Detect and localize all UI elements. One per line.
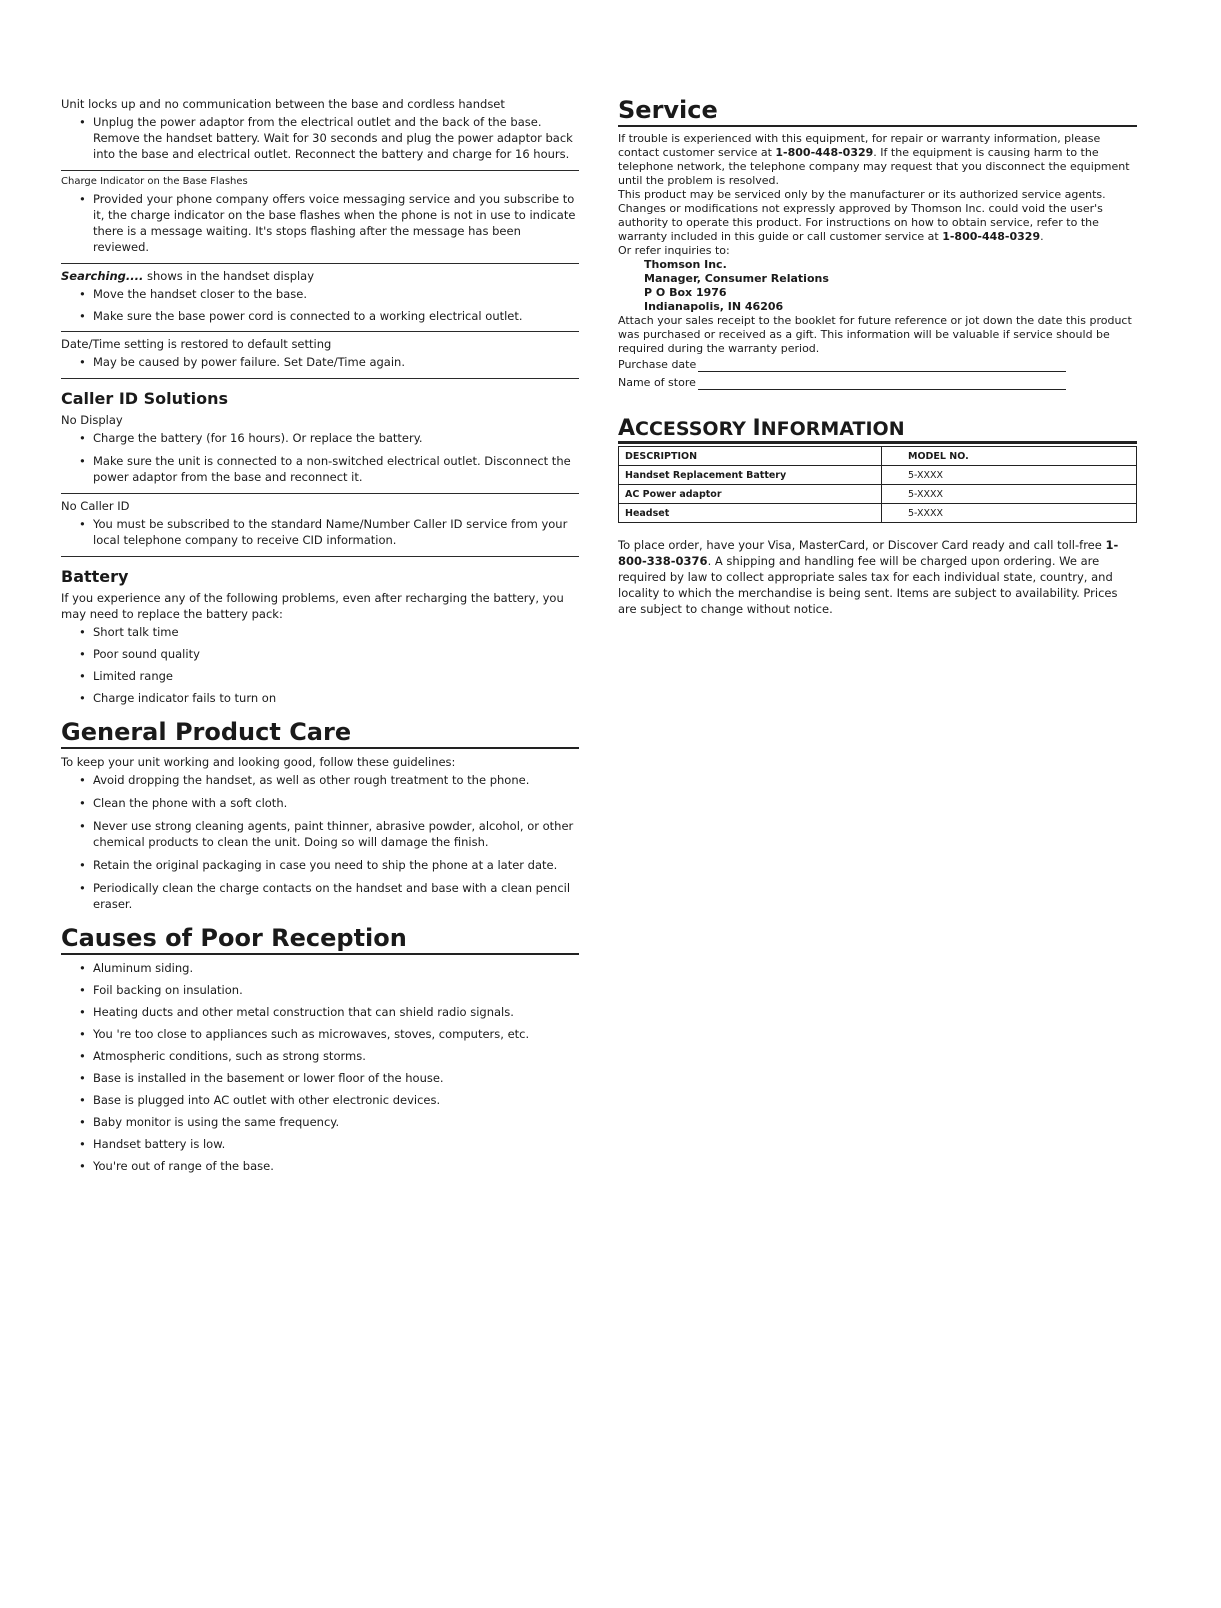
- service-text: If trouble is experienced with this equipment, for repair or warranty information, please contact customer service at: [618, 132, 1101, 159]
- cell-model: 5-XXXX: [882, 485, 1137, 504]
- trouble-heading: Unit locks up and no communication between the base and cordless handset: [61, 97, 505, 111]
- accessory-table: [618, 446, 1137, 523]
- caller-id-bullets: [61, 516, 579, 548]
- service-text: This product may be serviced only by the manufacturer or its authorized service agents. Changes or modifications not expressly approved by Thomson Inc. could void the user's authority to operate this product. For instructions on how to obtain service, refer to the warranty included in this guide or call customer service at: [618, 188, 1106, 243]
- list-item: • Short talk time: [61, 624, 579, 640]
- service-text: .: [1040, 230, 1044, 243]
- list-item: • You 're too close to appliances such as microwaves, stoves, computers, etc.: [61, 1026, 579, 1042]
- store-name-label: Name of store: [618, 376, 696, 389]
- list-item: • Clean the phone with a soft cloth.: [61, 795, 579, 811]
- list-item: • Never use strong cleaning agents, paint thinner, abrasive powder, alcohol, or other chemical products to clean the unit. Doing so will damage the finish.: [61, 818, 579, 850]
- accessory-title-cap: I: [752, 416, 761, 441]
- refer-inquiries: Or refer inquiries to:: [618, 244, 730, 257]
- store-name-line: [698, 377, 1066, 390]
- service-text: . If the equipment is causing harm to the telephone network, the telephone company may request that you disconnect the equipment until the problem is resolved.: [618, 146, 1130, 187]
- service-address: [618, 258, 1137, 314]
- accessory-title: [618, 418, 1137, 444]
- list-item: • Aluminum siding.: [61, 960, 579, 976]
- trouble-bullets: [61, 286, 579, 324]
- address-line: Manager, Consumer Relations: [644, 272, 829, 285]
- accessory-title-rest: CCESSORY: [635, 418, 753, 440]
- trouble-heading: Date/Time setting is restored to default setting: [61, 337, 332, 351]
- list-item: • Handset battery is low.: [61, 1136, 579, 1152]
- accessory-title-rest: NFORMATION: [760, 418, 905, 440]
- list-item: • Limited range: [61, 668, 579, 684]
- list-item: • You're out of range of the base.: [61, 1158, 579, 1174]
- order-text: To place order, have your Visa, MasterCard, or Discover Card ready and call toll-free: [618, 538, 1106, 552]
- list-item: • Heating ducts and other metal construction that can shield radio signals.: [61, 1004, 579, 1020]
- service-phone: 1-800-448-0329: [775, 146, 874, 159]
- caller-id-heading: No Display: [61, 413, 123, 427]
- accessory-title-cap: A: [618, 416, 636, 441]
- searching-rest: shows in the handset display: [143, 269, 315, 283]
- list-item: • Base is installed in the basement or lower floor of the house.: [61, 1070, 579, 1086]
- list-item: • Avoid dropping the handset, as well as other rough treatment to the phone.: [61, 772, 579, 788]
- cell-description: Headset: [619, 504, 882, 523]
- spacer: [618, 394, 1137, 418]
- store-name-field: [618, 376, 1137, 390]
- trouble-unit-locks: [61, 96, 579, 171]
- trouble-heading: Charge Indicator on the Base Flashes: [61, 176, 248, 187]
- list-item: • Make sure the base power cord is connected to a working electrical outlet.: [61, 308, 579, 324]
- list-item: • Charge the battery (for 16 hours). Or replace the battery.: [61, 430, 579, 446]
- list-item: • Base is plugged into AC outlet with other electronic devices.: [61, 1092, 579, 1108]
- cell-description: Handset Replacement Battery: [619, 466, 882, 485]
- cell-model: 5-XXXX: [882, 504, 1137, 523]
- battery-bullets: [61, 624, 579, 706]
- caller-id-no-caller-id: [61, 498, 579, 557]
- cell-model: 5-XXXX: [882, 466, 1137, 485]
- list-item: • Charge indicator fails to turn on: [61, 690, 579, 706]
- list-item: • Retain the original packaging in case you need to ship the phone at a later date.: [61, 857, 579, 873]
- trouble-bullets: [61, 354, 579, 370]
- caller-id-bullets: [61, 430, 579, 485]
- table-row: [619, 485, 1137, 504]
- service-paragraph-1: [618, 132, 1137, 188]
- care-title: General Product Care: [61, 718, 579, 749]
- order-text: . A shipping and handling fee will be charged upon ordering. We are required by law to collect appropriate sales tax for each individual state, country, and locality to which the merchandise is being sent. Items are subject to availability. Prices are subject to change without notice.: [618, 554, 1118, 616]
- list-item: • Atmospheric conditions, such as strong storms.: [61, 1048, 579, 1064]
- address-line: Thomson Inc.: [644, 258, 727, 271]
- list-item: • May be caused by power failure. Set Date/Time again.: [61, 354, 579, 370]
- cell-description: AC Power adaptor: [619, 485, 882, 504]
- service-phone-2: 1-800-448-0329: [942, 230, 1041, 243]
- list-item: • Move the handset closer to the base.: [61, 286, 579, 302]
- column-header-description: DESCRIPTION: [619, 447, 882, 466]
- caller-id-title: Caller ID Solutions: [61, 389, 229, 408]
- list-item: • Baby monitor is using the same frequency.: [61, 1114, 579, 1130]
- list-item: • Poor sound quality: [61, 646, 579, 662]
- trouble-bullets: [61, 114, 579, 162]
- list-item: • You must be subscribed to the standard Name/Number Caller ID service from your local telephone company to receive CID information.: [61, 516, 579, 548]
- care-intro: To keep your unit working and looking good, follow these guidelines:: [61, 755, 456, 769]
- list-item: • Foil backing on insulation.: [61, 982, 579, 998]
- battery-title: Battery: [61, 567, 129, 586]
- purchase-date-label: Purchase date: [618, 358, 697, 371]
- trouble-charge-indicator: [61, 175, 579, 264]
- trouble-date-time: [61, 336, 579, 379]
- service-title: Service: [618, 96, 1137, 127]
- list-item: • Provided your phone company offers voice messaging service and you subscribe to it, the charge indicator on the base flashes when the phone is not in use to indicate there is a message waiting. It's stops flashing after the message has been reviewed.: [61, 191, 579, 255]
- list-item: • Periodically clean the charge contacts on the handset and base with a clean pencil eraser.: [61, 880, 579, 912]
- care-bullets: [61, 772, 579, 912]
- order-paragraph: [618, 537, 1137, 617]
- purchase-date-field: [618, 358, 1137, 372]
- searching-emphasis: Searching....: [61, 269, 144, 283]
- column-header-model: MODEL NO.: [882, 447, 1137, 466]
- trouble-searching: [61, 268, 579, 332]
- table-header-row: [619, 447, 1137, 466]
- address-line: Indianapolis, IN 46206: [644, 300, 784, 313]
- service-paragraph-3: Attach your sales receipt to the booklet for future reference or jot down the date this product was purchased or received as a gift. This information will be valuable if service should be required during the warranty period.: [618, 314, 1132, 355]
- trouble-bullets: [61, 191, 579, 255]
- table-row: [619, 504, 1137, 523]
- list-item: • Unplug the power adaptor from the electrical outlet and the back of the base. Remove the handset battery. Wait for 30 seconds and plug the power adaptor back into the base and electrical outlet. Reconnect the battery and charge for 16 hours.: [61, 114, 579, 162]
- reception-bullets: [61, 960, 579, 1174]
- right-column: [618, 96, 1137, 617]
- order-phone: 1-800-338-0376: [618, 538, 1119, 568]
- table-row: [619, 466, 1137, 485]
- caller-id-heading: No Caller ID: [61, 499, 130, 513]
- service-paragraph-2: [618, 188, 1137, 244]
- purchase-date-line: [698, 359, 1066, 372]
- caller-id-no-display: [61, 412, 579, 494]
- list-item: • Make sure the unit is connected to a non-switched electrical outlet. Disconnect the power adaptor from the base and reconnect it.: [61, 453, 579, 485]
- reception-title: Causes of Poor Reception: [61, 924, 579, 955]
- left-column: [61, 96, 579, 1180]
- address-line: P O Box 1976: [644, 286, 727, 299]
- battery-intro: If you experience any of the following problems, even after recharging the battery, you may need to replace the battery pack:: [61, 591, 564, 621]
- trouble-heading: [61, 268, 579, 284]
